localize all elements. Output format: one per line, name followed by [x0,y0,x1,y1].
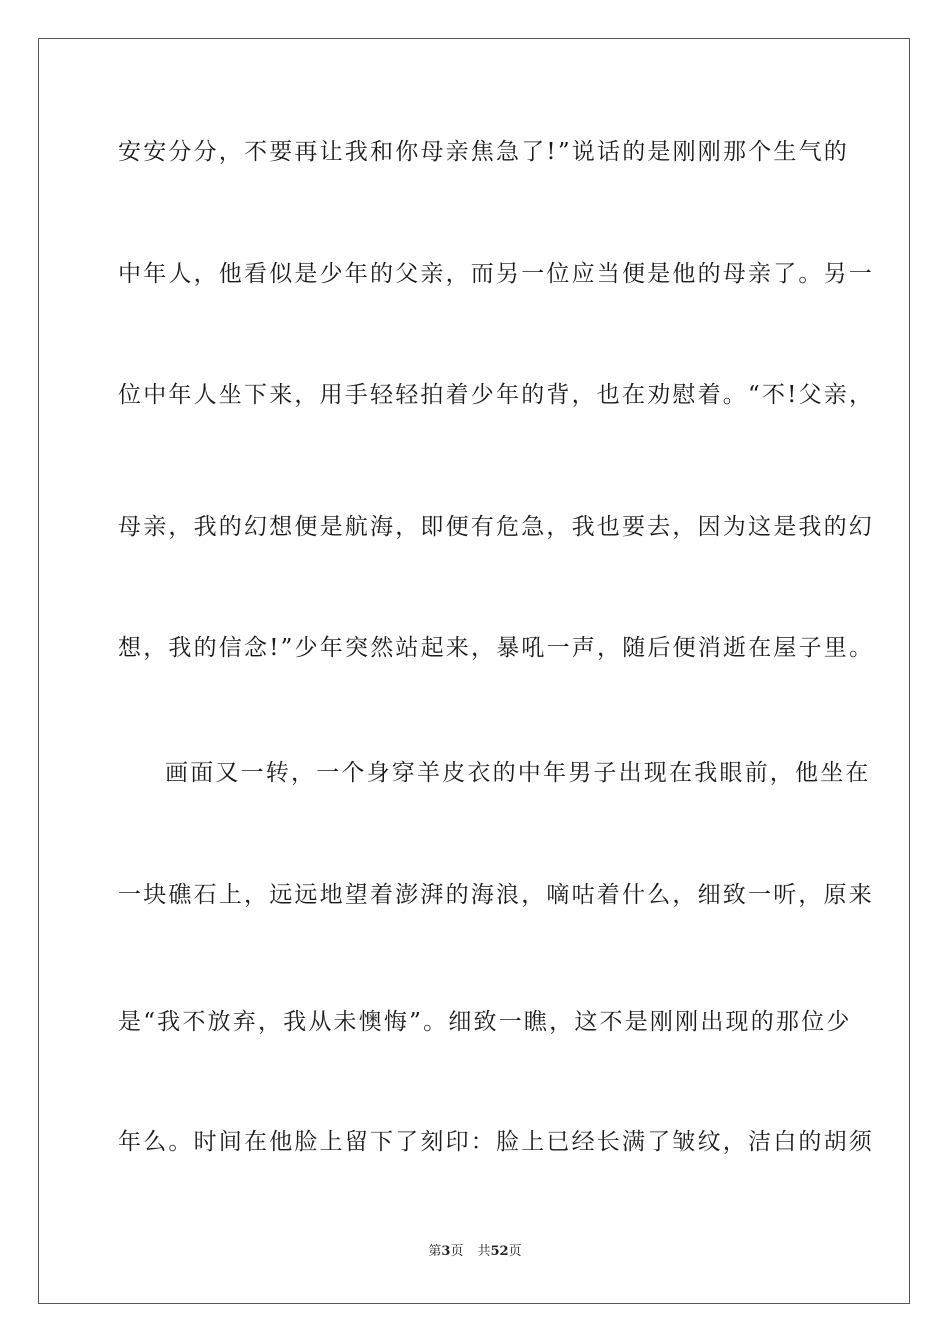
page-total-number: 52 [490,1244,509,1259]
page-footer [0,1244,950,1260]
page-number-suffix: 页 [450,1244,464,1259]
text-line-4: 母亲，我的幻想便是航海，即便有危急，我也要去，因为这是我的幻 [118,514,874,540]
text-line-6-paragraph-start: 画面又一转，一个身穿羊皮衣的中年男子出现在我眼前，他坐在 [165,760,871,786]
page-number-prefix: 第 [428,1244,442,1259]
text-line-3: 位中年人坐下来，用手轻轻拍着少年的背，也在劝慰着。“不!父亲， [118,382,875,408]
text-line-9: 年么。时间在他脸上留下了刻印：脸上已经长满了皱纹，洁白的胡须 [118,1129,874,1155]
text-line-5: 想，我的信念!”少年突然站起来，暴吼一声，随后便消逝在屋子里。 [118,635,875,661]
page-total-prefix: 共 [477,1244,491,1259]
text-line-1: 安安分分，不要再让我和你母亲焦急了!”说话的是刚刚那个生气的 [118,139,850,165]
text-line-2: 中年人，他看似是少年的父亲，而另一位应当便是他的母亲了。另一 [118,261,874,287]
text-line-8: 是“我不放弃，我从未懊悔”。细致一瞧，这不是刚刚出现的那位少 [118,1009,852,1035]
page-number-current: 3 [441,1244,451,1259]
text-line-7: 一块礁石上，远远地望着澎湃的海浪，嘀咕着什么，细致一听，原来 [118,882,874,908]
page-border [38,38,910,1304]
page-total-suffix: 页 [508,1244,522,1259]
